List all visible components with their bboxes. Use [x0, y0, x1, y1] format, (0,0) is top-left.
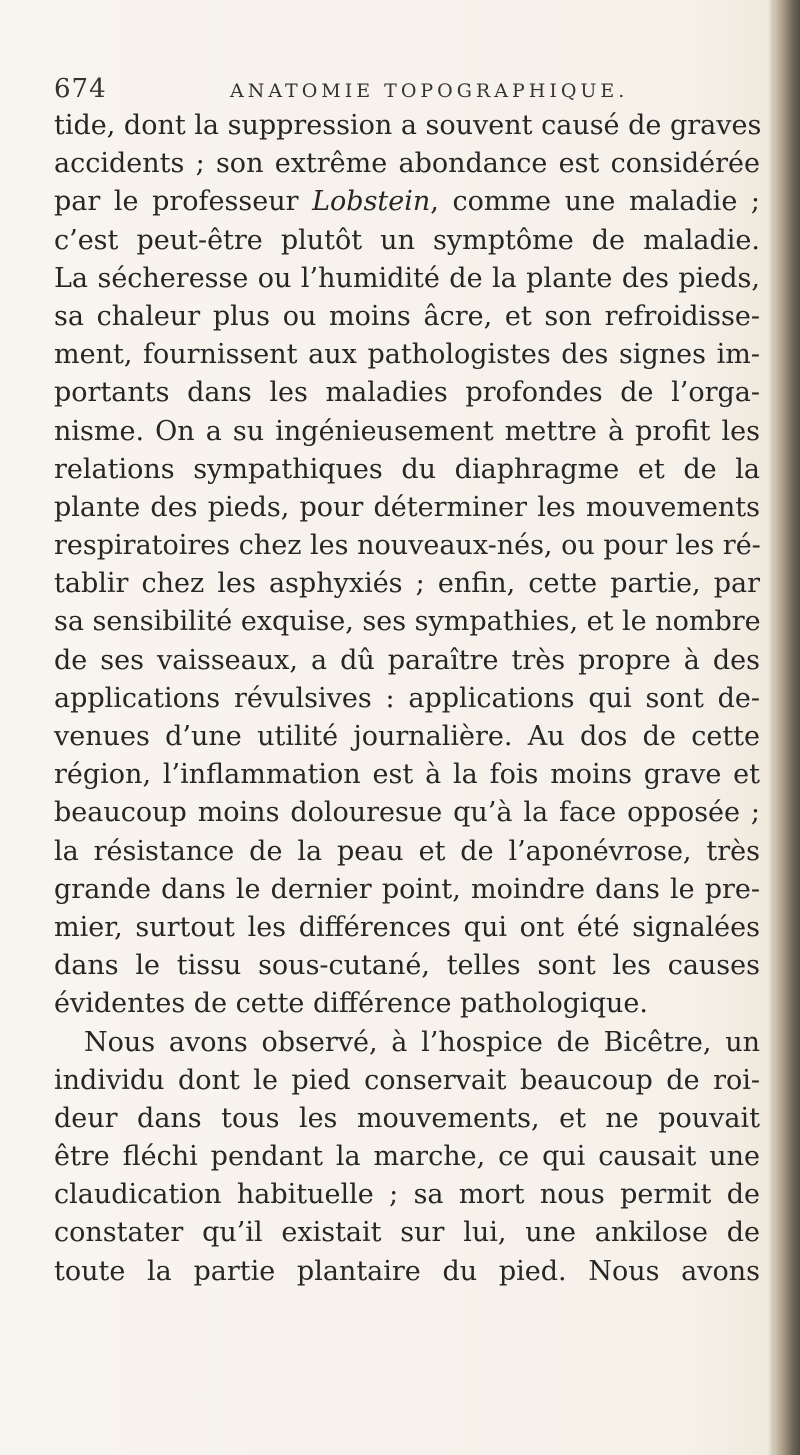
text-line: constater qu’il existait sur lui, une ankilose de	[54, 1217, 760, 1249]
page-number: 674	[54, 74, 107, 104]
text-line: tablir chez les asphyxiés ; enfin, cette partie, par	[54, 568, 760, 600]
text-line: plante des pieds, pour déterminer les mouvements	[54, 491, 760, 523]
text-line: évidentes de cette différence pathologique.	[54, 988, 648, 1020]
text-line: claudication habituelle ; sa mort nous permit de	[54, 1179, 760, 1211]
text-line: applications révulsives : applications qui sont de-	[54, 682, 760, 714]
text-line: sa chaleur plus ou moins âcre, et son refroidisse-	[54, 300, 760, 332]
running-head: ANATOMIE TOPOGRAPHIQUE.	[230, 80, 629, 102]
text-line: Nous avons observé, à l’hospice de Bicêtre, un	[84, 1026, 760, 1058]
text-line: sa sensibilité exquise, ses sympathies, et le nombre	[54, 606, 761, 638]
text-line: relations sympathiques du diaphragme et de la	[54, 453, 760, 485]
text-line: de ses vaisseaux, a dû paraître très propre à des	[54, 644, 760, 676]
text-line: la résistance de la peau et de l’aponévrose, très	[54, 835, 760, 867]
text-line: La sécheresse ou l’humidité de la plante des pieds,	[54, 262, 760, 294]
text-line: c’est peut-être plutôt un symptôme de maladie.	[54, 224, 760, 256]
text-line: ment, fournissent aux pathologistes des signes im-	[54, 339, 760, 371]
text-line: respiratoires chez les nouveaux-nés, ou pour les ré-	[54, 530, 761, 562]
text-line: accidents ; son extrême abondance est considérée	[54, 148, 760, 180]
author-name-italic: Lobstein	[312, 186, 431, 218]
text-line: tide, dont la suppression a souvent causé de graves	[54, 110, 762, 141]
text-line: grande dans le dernier point, moindre dans le pre-	[54, 873, 760, 905]
book-spine-edge	[774, 0, 800, 1455]
text-line	[54, 183, 760, 221]
body-text	[54, 107, 760, 1291]
text-line: dans le tissu sous-cutané, telles sont les causes	[54, 950, 760, 982]
text-line: région, l’inflammation est à la fois moins grave et	[54, 759, 760, 791]
text-line: nisme. On a su ingénieusement mettre à profit les	[54, 415, 760, 447]
text-line: individu dont le pied conservait beaucoup de roi-	[54, 1064, 760, 1096]
text-line: beaucoup moins dolouresue qu’à la face opposée ;	[54, 797, 760, 829]
text-line: mier, surtout les différences qui ont été signalées	[54, 911, 760, 943]
text-line: deur dans tous les mouvements, et ne pouvait	[54, 1102, 760, 1134]
text-segment: , comme une maladie ;	[430, 186, 760, 218]
text-line: être fléchi pendant la marche, ce qui causait une	[54, 1141, 760, 1173]
text-line: portants dans les maladies profondes de l’orga-	[54, 377, 760, 409]
text-line: venues d’une utilité journalière. Au dos de cette	[54, 721, 760, 752]
text-segment: par le professeur	[54, 186, 313, 218]
text-line: toute la partie plantaire du pied. Nous avons	[54, 1255, 760, 1287]
